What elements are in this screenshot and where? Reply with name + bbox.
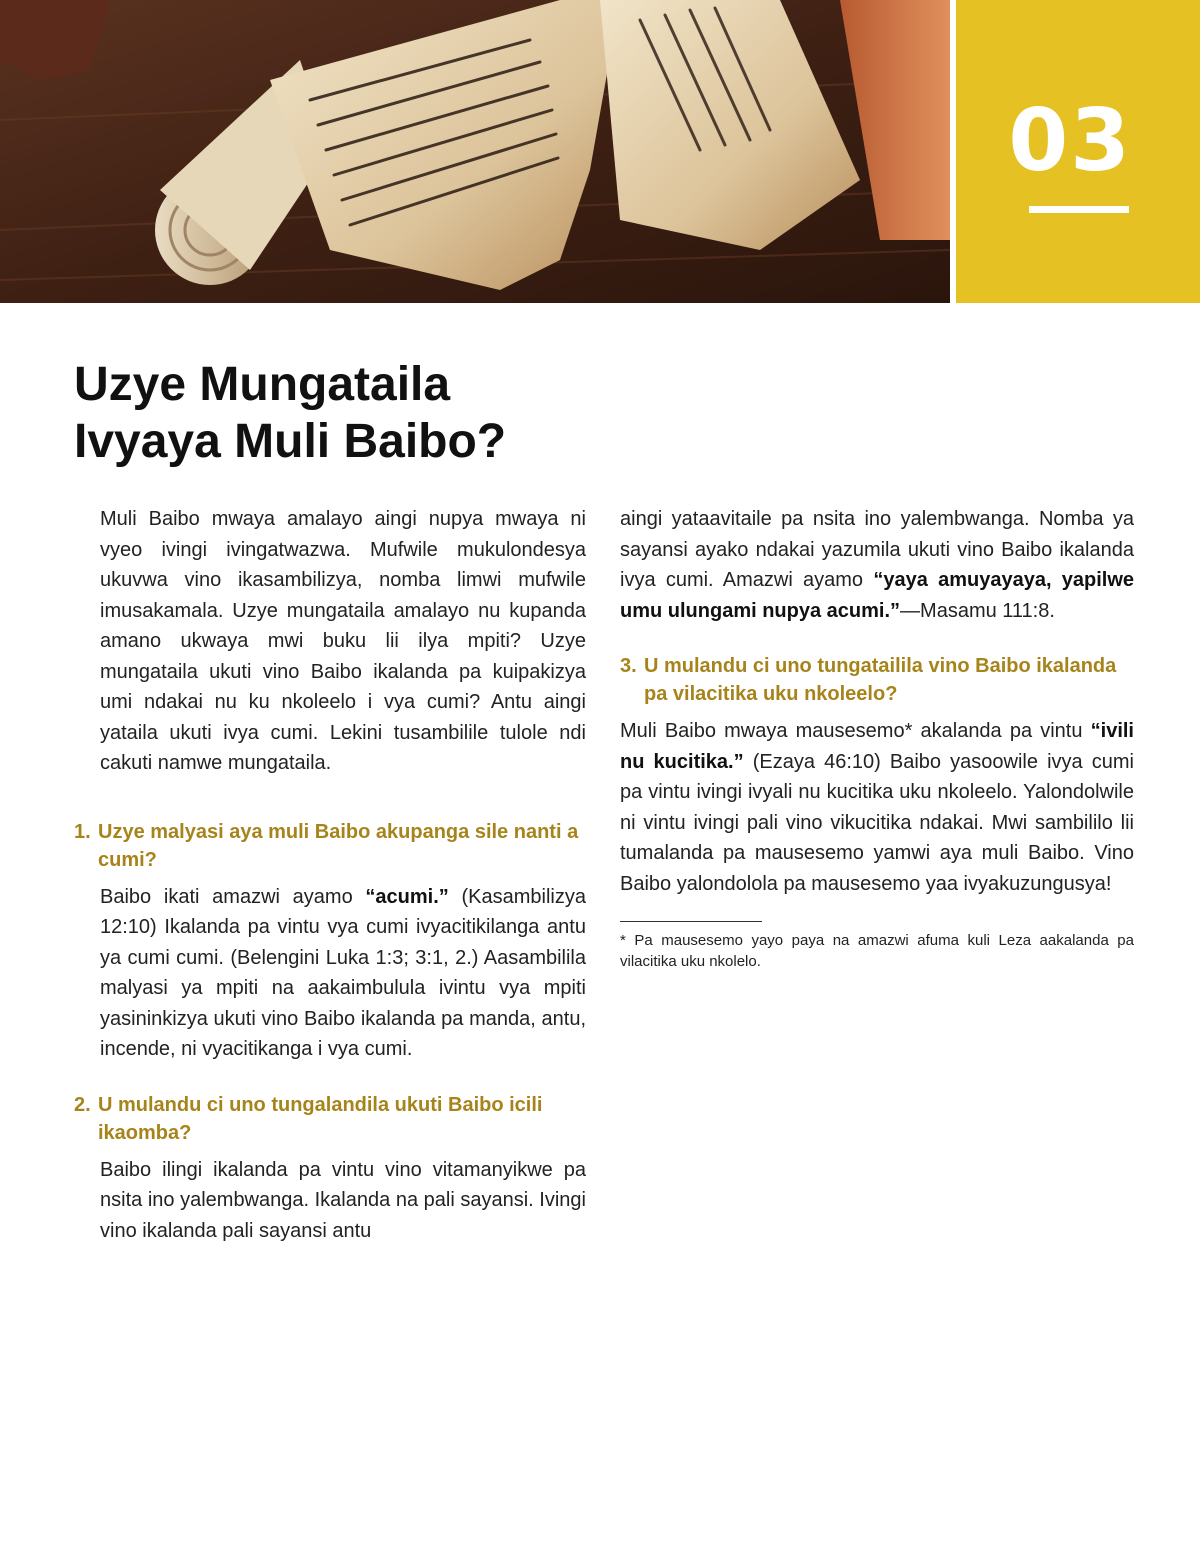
answer-1 (100, 882, 586, 1065)
left-column (74, 504, 586, 1246)
question-1-number: 1. (74, 820, 91, 843)
answer-3-text-a: Muli Baibo mwaya mausesemo* akalanda pa vintu (620, 720, 1091, 742)
answer-2-part-1: Baibo ilingi ikalanda pa vintu vino vitamanyikwe pa nsita ino yalembwanga. Ikalanda na pali sayansi. Ivingi vino ikalanda pali sayansi antu (100, 1158, 586, 1242)
intro-paragraph: Muli Baibo mwaya amalayo aingi nupya mwaya ni vyeo ivingi ivingatwazwa. Mufwile mukulondesya ukuvwa vino ikasambilizya, nomba limwi mufwile imusakamala. Uzye mungataila amalayo nu kupanda amano ukwaya mwi buku lii ilya mpiti? Uzye mungataila ukuti vino Baibo ikalanda pa kuipakizya umi ndakai nu ku nkoleelo i vya cumi? Antu aingi yataila ukuti ivya cumi. Lekini tusambilile tulole ndi cakuti namwe mungataila. (100, 508, 586, 774)
question-2-text: U mulandu ci uno tungalandila ukuti Baibo icili ikaomba? (98, 1093, 543, 1144)
answer-3-text-b: (Ezaya 46:10) Baibo yasoowile ivya cumi pa vintu ivingi ivyali nu kucitika uku nkoleelo. Yalondolwile ni vintu ivingi pali vino vikucitika ndakai. Mwi sambililo lii tumalanda pa mausesemo yamwi aya muli Baibo. Vino Baibo yalondolola pa mausesemo yaa ivyakuzungusya! (620, 750, 1135, 895)
lesson-number: 03 (1008, 91, 1132, 191)
answer-2-text-a: aingi yataavitaile pa nsita ino yalembwanga. Nomba ya sayansi ayako ndakai yazumila ukuti vino Baibo ikalanda ivya cumi. Amazwi ayamo (620, 508, 1134, 591)
answer-1-text-b: (Kasambilizya 12:10) Ikalanda pa vintu vya cumi ivyacitikilanga antu ya cumi cumi. (Belengini Luka 1:3; 3:1, 2.) Aasambilila malyasi ya mpiti na aakaimbulula ivintu vya mpiti yasininkizya ukuti vino Baibo ikalanda pa manda, antu, incende, ni vyacitikanga i vya cumi. (100, 885, 586, 1060)
question-3-text: U mulandu ci uno tungatailila vino Baibo ikalanda pa vilacitika uku nkoleelo? (644, 655, 1117, 705)
answer-2-text-b: —Masamu 111:8. (900, 599, 1055, 622)
question-1-text: Uzye malyasi aya muli Baibo akupanga sile nanti a cumi? (98, 820, 579, 871)
lesson-badge (956, 0, 1200, 303)
title-line-1: Uzye Mungataila (74, 358, 451, 411)
page-title (74, 356, 506, 470)
answer-1-emphasis: “acumi.” (365, 885, 449, 908)
title-line-2: Ivyaya Muli Baibo? (74, 415, 507, 468)
question-3 (620, 652, 1134, 708)
question-1 (74, 818, 586, 874)
lesson-underline (1029, 206, 1129, 213)
question-2 (74, 1091, 586, 1147)
footnote: * Pa mausesemo yayo paya na amazwi afuma kuli Leza aakalanda pa vilacitika uku nkolelo. (620, 932, 1134, 970)
footnote-divider (620, 921, 762, 922)
answer-1-text-a: Baibo ikati amazwi ayamo (100, 885, 366, 908)
answer-3-emphasis: “ivili nu kucitika.” (620, 720, 1134, 773)
answer-2-part-2 (620, 504, 1134, 626)
question-2-number: 2. (74, 1093, 91, 1116)
answer-3 (620, 716, 1134, 899)
question-3-number: 3. (620, 655, 637, 677)
right-column (620, 504, 1134, 972)
answer-2-emphasis: “yaya amuyayaya, yapilwe umu ulungami nupya acumi.” (620, 569, 1135, 622)
scroll-image (0, 0, 950, 303)
hero-image (0, 0, 950, 303)
